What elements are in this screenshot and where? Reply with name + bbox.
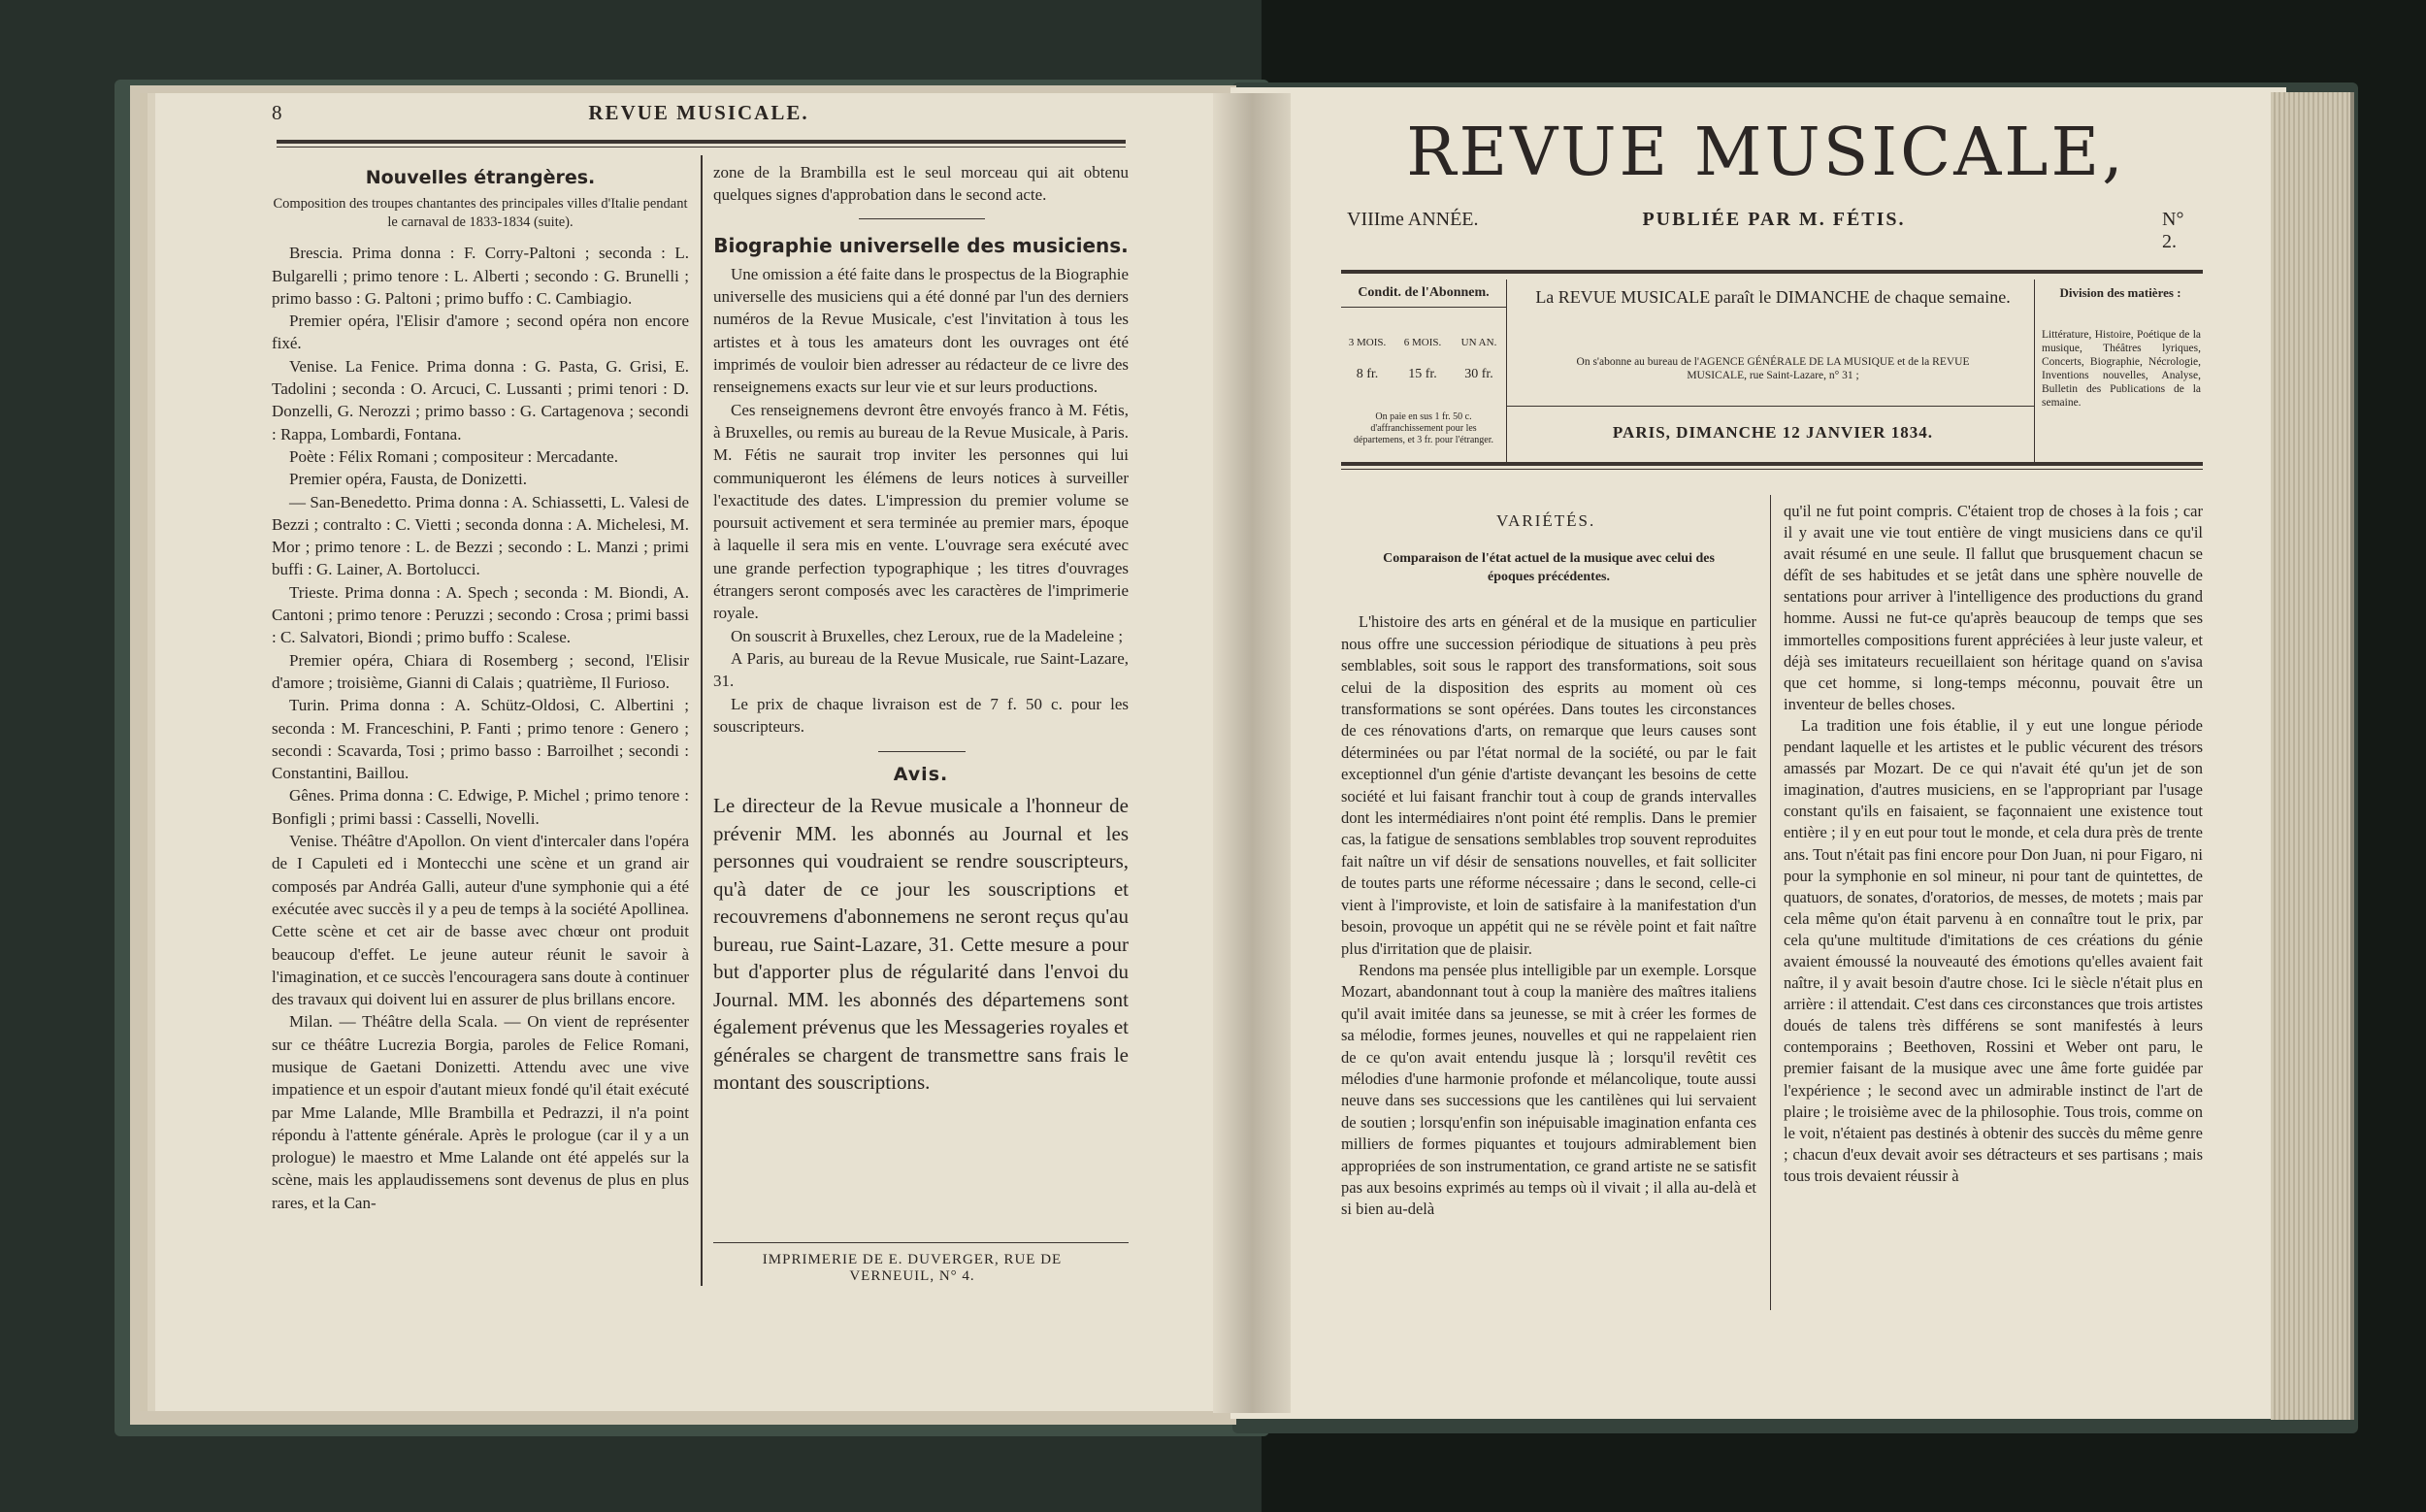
running-title: REVUE MUSICALE. (588, 101, 809, 124)
paragraph: — San-Benedetto. Prima donna : A. Schiassetti, L. Valesi de Bezzi ; contralto : C. Vietti ; seconda donna : A. Michelesi, M. Mor ; primo tenore : L. de Bezzi ; secondo : L. Manzi ; primi buffi : G. Lainer, A. Bortolucci. (272, 492, 689, 579)
paragraph: La tradition une fois établie, il y eut une longue période pendant laquelle et les artistes et le public vécurent des trésors amassés par Mozart. De ce qui n'avait été qu'un jet de son imagination, d'autres musiciens, en se l'appropriant par l'usage constant qu'ils en faisaient, se façonnaient une existence tout entière ; il y en eut pour tout le monde, et cela dura près de trente ans. Tout n'était pas fini encore pour Don Juan, ni pour Figaro, ni pour la symphonie en sol mineur, ni pour tant de quintettes, de quatuors, de sonates, d'oratorios, de messes, de motets ; mais par cela même qu'on était parvenu à en connaître tout le prix, par cela qu'une multitude d'imitations de ces créations du génie avaient émoussé la nouveauté des émotions qu'elles avaient fait naître, il y avait besoin d'autre chose. Ici le siècle n'était plus en arrière : il attendait. C'est dans ces circonstances que trois artistes doués de talens très différens se sont manifestés à leurs contemporains ; Beethoven, Rossini et Weber ont paru, le premier faisant de la musique avec une âme forte guidée par l'expérience ; le second avec un admirable instinct de l'art de plaire ; le troisième avec de la philosophie. Tous trois, comme on le voit, n'étaient pas destinés à obtenir des succès du même genre ; chacun d'eux devait avoir ses détracteurs et ses partisans ; mais tous trois devaient réussir à (1784, 715, 2203, 1185)
box-rule (1341, 307, 1506, 308)
separator (859, 218, 985, 219)
division-text: Littérature, Histoire, Poétique de la musique, Théâtres lyriques, Concerts, Biographie, Nécrologie, Inventions nouvelles, Analyse, Bulletin des Publications de la semaine. (2042, 329, 2201, 409)
section-title: Nouvelles étrangères. (365, 167, 596, 188)
masthead: REVUE MUSICALE, (1406, 115, 2126, 191)
conditions-header: Condit. de l'Abonnem. (1358, 285, 1490, 300)
column-divider (701, 155, 703, 1286)
address-line: On s'abonne au bureau de l'AGENCE GÉNÉRALE DE LA MUSIQUE et de la REVUE MUSICALE, rue Saint-Lazare, n° 31 ; (1576, 356, 1970, 381)
box-divider (2034, 279, 2035, 464)
publisher: PUBLIÉE PAR M. FÉTIS. (1642, 209, 1906, 230)
paragraph: Venise. La Fenice. Prima donna : G. Pasta, G. Grisi, E. Tadolini ; seconda : O. Arcuci, C. Lussanti ; primi tenori : D. Donzelli, G. Nerozzi ; primo basso : G. Cartagenova ; secondi : Rappa, Lombardi, Fontana. (272, 356, 689, 444)
subscription-box (1341, 279, 2203, 460)
paragraph: L'histoire des arts en général et de la musique en particulier nous offre une succession périodique de situations à peu près semblables, soit sous le rapport des transformations, soit sous celui de la disposition des esprits au moment où ces transformations se sont opérées. Dans toutes les circonstances de ces rénovations d'arts, on remarque que leurs causes sont déterminées ou par l'état normal de la société, ou par le fait exceptionnel d'un génie d'artiste devançant les besoins de cette société et lui faisant franchir tout à coup de grands intervalles dont les intermédiaires n'ont point été remplis. Dans le premier cas, la fatigue de sensations semblables trop souvent reproduites fait naître un vif désir de sensations nouvelles, et fait solliciter de toutes parts une réforme nécessaire ; dans le second, celle-ci vient à l'improviste, et loin de satisfaire à la manifestation d'un besoin, provoque un appétit qui ne se révèle point et fait naître plus d'irritation que de plaisir. (1341, 612, 1756, 958)
period: 3 MOIS. (1348, 337, 1387, 348)
paragraph: Trieste. Prima donna : A. Spech ; seconda : M. Biondi, A. Cantoni ; primo tenore : Peruzzi ; secondo : Crosa ; primi bassi : C. Salvatori, Biondi ; primo buffo : Scalese. (272, 582, 689, 647)
issue-number: N° 2. (2162, 209, 2184, 252)
publication-line: La REVUE MUSICALE paraît le DIMANCHE de chaque semaine. (1535, 287, 2011, 307)
continuation-text: zone de la Brambilla est le seul morceau qui ait obtenu quelques signes d'approbation dans le second acte. (713, 163, 1129, 205)
right-column-1 (1341, 510, 1756, 1221)
period: 6 MOIS. (1403, 337, 1442, 348)
paragraph: qu'il ne fut point compris. C'étaient trop de choses à la fois ; car il y avait une vie tout entière de vingt musiciens dans ce qu'il avait résumé en une seule. Il fallut que brusquement chacun se défît de ses habitudes et se jetât dans une sphère nouvelle de sentations pour arriver à l'intelligence des productions du grand homme. Aussi ne fut-ce qu'après beaucoup de temps que ses immortelles compositions furent appréciées à leur juste valeur, et déjà ses imitateurs recueillaient son héritage quand on s'avisa que cet homme, si long-temps méconnu, pouvait être un inventeur de belles choses. (1784, 502, 2203, 713)
paragraph: Brescia. Prima donna : F. Corry-Paltoni ; seconda : L. Bulgarelli ; primo tenore : L. Alberti ; secondo : G. Brunelli ; primo basso : G. Paltoni ; primo buffo : C. Cambiagio. (272, 244, 689, 308)
paragraph: Le prix de chaque livraison est de 7 f. 50 c. pour les souscripteurs. (713, 694, 1129, 736)
price: 30 fr. (1464, 367, 1493, 381)
division-header: Division des matières : (2059, 285, 2181, 300)
left-column-2 (713, 161, 1129, 1097)
paragraph: Milan. — Théâtre della Scala. — On vient de représenter sur ce théâtre Lucrezia Borgia, paroles de Felice Romani, musique de Gaetani Donizetti. Attendu avec une vive impatience et un espoir d'autant mieux fondé qu'il était exécuté par Mme Lalande, Mlle Brambilla et Pedrazzi, il n'a point répondu à l'attente générale. Après le prologue (car il y a un prologue) le maestro et Mme Lalande ont été appelés sur la scène, mais les applaudissemens sont devenus de plus en plus rares, et la Can- (272, 1012, 689, 1212)
box-divider (1506, 279, 1507, 464)
imprint: IMPRIMERIE DE E. DUVERGER, RUE DE VERNEUIL, N° 4. (762, 1252, 1063, 1284)
avis-title: Avis. (893, 764, 949, 786)
paragraph: Premier opéra, l'Elisir d'amore ; second opéra non encore fixé. (272, 312, 689, 353)
article-title: Comparaison de l'état actuel de la musique avec celui des époques précédentes. (1383, 551, 1715, 585)
column-divider-right (1770, 495, 1771, 1310)
section-label: VARIÉTÉS. (1496, 511, 1596, 530)
issue-date: PARIS, DIMANCHE 12 JANVIER 1834. (1612, 423, 1934, 442)
header-rule (277, 140, 1126, 144)
footer-rule (713, 1242, 1129, 1243)
separator (878, 751, 966, 752)
paragraph: Une omission a été faite dans le prospectus de la Biographie universelle des musiciens qui a été donné par l'un des derniers numéros de la Revue Musicale, c'est l'invitation à tous les artistes et à tous les amateurs dont les ouvrages ont été imprimés de vouloir bien adresser au rédacteur de ce livre des renseignemens exacts sur leur vie et sur leurs productions. (713, 264, 1129, 397)
issue-line (1347, 209, 2201, 252)
right-column-2 (1784, 501, 2203, 1187)
period: UN AN. (1460, 337, 1497, 348)
avis-text: Le directeur de la Revue musicale a l'honneur de prévenir MM. les abonnés au Journal et les personnes qui voudraient se rendre souscripteurs, qu'à dater de ce jour les souscriptions et recouvremens d'abonnemens ne seront reçus qu'au bureau, rue Saint-Lazare, 31. Cette mesure a pour but d'apporter plus de régularité dans l'envoi du Journal. MM. les abonnés des départemens sont également prévenus que les Messageries royales et générales se chargent de transmettre sans frais le montant des souscriptions. (713, 794, 1129, 1095)
box-bottom-rule-thin (1341, 469, 2203, 470)
book-gutter (1213, 93, 1291, 1413)
paragraph: Ces renseignemens devront être envoyés franco à M. Fétis, à Bruxelles, ou remis au bureau de la Revue Musicale, à Paris. M. Fétis ne saurait trop inviter les personnes qui lui communiqueront les élémens de leurs notices à surveiller l'exactitude des dates. L'impression du premier volume se poursuit activement et sera terminée au premier mars, époque à laquelle il sera mis en vente. L'ouvrage sera exécuté avec une grande perfection typographique ; les titres d'ouvrages étrangers seront composés avec les caractères de l'imprimerie royale. (713, 400, 1129, 623)
paragraph: Rendons ma pensée plus intelligible par un exemple. Lorsque Mozart, abandonnant tout à coup la manière des maîtres italiens qu'il avait imitée dans sa jeunesse, se mit à créer les formes de sa mélodie, formes jeunes, nouvelles et qui ne rappelaient rien de ce qu'on avait entendu jusque là ; lorsqu'il revêtit ces mélodies d'une harmonie profonde et mélancolique, toute aussi neuve dans ses successions que les cantilènes qui lui servaient de soutien ; lorsqu'enfin son inépuisable imagination enfanta ces milliers de formes piquantes et toujours admirablement bien appropriées de son instrumentation, ce grand artiste ne se satisfit pas aux besoins exprimés au temps où il vivait ; il alla au-delà et si bien au-delà (1341, 960, 1756, 1219)
paragraph: Premier opéra, Fausta, de Donizetti. (289, 470, 528, 489)
box-bottom-rule (1341, 462, 2203, 466)
paragraph: On souscrit à Bruxelles, chez Leroux, rue de la Madeleine ; (731, 626, 1124, 645)
paragraph: Turin. Prima donna : A. Schütz-Oldosi, C. Albertini ; seconda : M. Franceschini, P. Fanti ; primo tenore : Genero ; secondi : Scavarda, Tosi ; primo basso : Barroilhet ; secondi : Constantini, Baillou. (272, 696, 689, 783)
price: 15 fr. (1408, 367, 1437, 381)
page-edges (2271, 92, 2354, 1420)
paragraph: Gênes. Prima donna : C. Edwige, P. Michel ; primo tenore : Bonfigli ; primi bassi : Casselli, Novelli. (272, 786, 689, 828)
price: 8 fr. (1356, 367, 1379, 381)
issue-year: VIIIme ANNÉE. (1347, 209, 1479, 230)
section-subtitle: Composition des troupes chantantes des principales villes d'Italie pendant le carnaval de 1833-1834 (suite). (273, 196, 688, 231)
paragraph: Venise. Théâtre d'Apollon. On vient d'intercaler dans l'opéra de I Capuleti ed i Montecchi une scène et un grand air composés par Andréa Galli, auteur d'une symphonie qui a été exécutée avec succès il y a peu de temps à la société Apollinea. Cette scène et cet air de basse avec chœur ont produit beaucoup d'effet. Le jeune auteur réunit le savoir à l'imagination, et ce succès l'encouragera sans doute à continuer des travaux qui doivent lui en assurer de plus brillans encore. (272, 832, 690, 1009)
running-head (272, 101, 1126, 130)
header-rule-thin (277, 147, 1126, 148)
bio-title: Biographie universelle des musiciens. (713, 233, 1129, 257)
box-rule (1507, 406, 2034, 407)
left-column-1 (272, 167, 689, 1214)
masthead-rule (1341, 270, 2203, 274)
paragraph: Premier opéra, Chiara di Rosemberg ; second, l'Elisir d'amore ; troisième, Gianni di Calais ; quatrième, Il Furioso. (272, 650, 689, 692)
paragraph: Poète : Félix Romani ; compositeur : Mercadante. (289, 446, 618, 466)
page-number: 8 (272, 101, 282, 124)
conditions-note: On paie en sus 1 fr. 50 c. d'affranchissement pour les départemens, et 3 fr. pour l'étranger. (1354, 411, 1493, 445)
paragraph: A Paris, au bureau de la Revue Musicale, rue Saint-Lazare, 31. (713, 648, 1129, 691)
